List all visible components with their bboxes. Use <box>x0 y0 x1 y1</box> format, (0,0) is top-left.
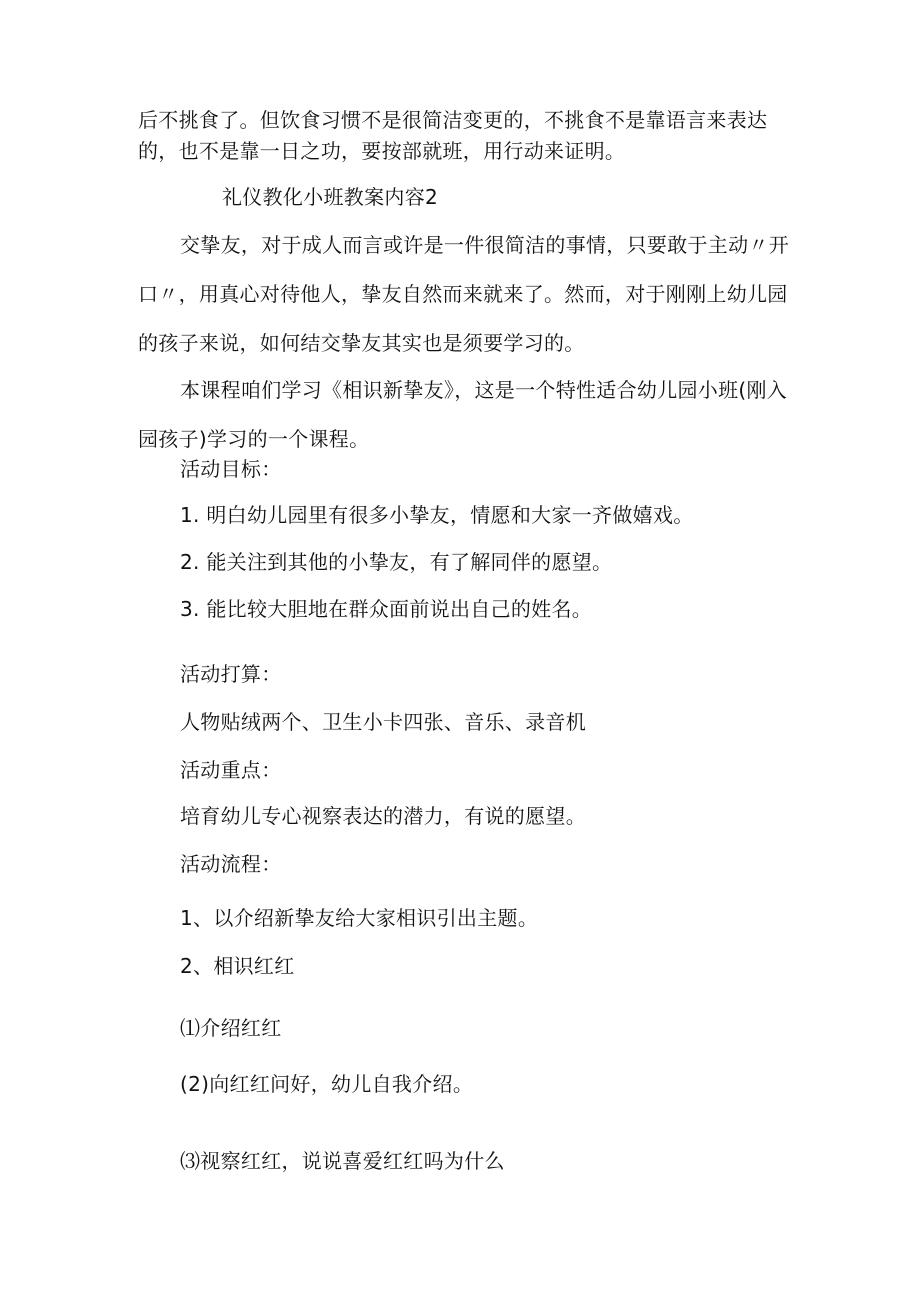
paragraph-line: 人物贴绒两个、卫生小卡四张、音乐、录音机 <box>180 710 586 734</box>
subheading-flow: 活动流程： <box>180 852 282 876</box>
paragraph-line: 后不挑食了。但饮食习惯不是很简洁变更的，不挑食不是靠语言来表达 <box>138 108 768 132</box>
list-item: 2. 能关注到其他的小挚友，有了解同伴的愿望。 <box>180 550 613 574</box>
section-heading: 礼仪教化小班教案内容2 <box>222 185 439 209</box>
list-item: 2、相识红红 <box>180 954 295 978</box>
paragraph-line: 园孩子)学习的一个课程。 <box>138 427 370 451</box>
paragraph-line: 口〃，用真心对待他人，挚友自然而来就来了。然而，对于刚刚上幼儿园 <box>138 282 788 306</box>
subheading-prep: 活动打算： <box>180 662 282 686</box>
sub-list-item: ⑶视察红红，说说喜爱红红吗为什么 <box>180 1149 505 1173</box>
paragraph-line: 交挚友，对于成人而言或许是一件很简洁的事情，只要敢于主动〃开 <box>180 233 789 257</box>
paragraph-line: 的孩子来说，如何结交挚友其实也是须要学习的。 <box>138 331 585 355</box>
list-item: 1. 明白幼儿园里有很多小挚友，情愿和大家一齐做嬉戏。 <box>180 503 694 527</box>
list-item: 1、以介绍新挚友给大家相识引出主题。 <box>180 906 539 930</box>
subheading-goals: 活动目标： <box>180 457 282 481</box>
subheading-focus: 活动重点： <box>180 758 282 782</box>
list-item: 3. 能比较大胆地在群众面前说出自己的姓名。 <box>180 597 593 621</box>
paragraph-line: 的，也不是靠一日之功，要按部就班，用行动来证明。 <box>138 139 626 163</box>
paragraph-line: 培育幼儿专心视察表达的潜力，有说的愿望。 <box>180 804 586 828</box>
paragraph-line: 本课程咱们学习《相识新挚友》，这是一个特性适合幼儿园小班(刚入 <box>180 378 788 402</box>
sub-list-item: ⑴介绍红红 <box>180 1016 282 1040</box>
sub-list-item: (2)向红红问好，幼儿自我介绍。 <box>180 1072 474 1096</box>
